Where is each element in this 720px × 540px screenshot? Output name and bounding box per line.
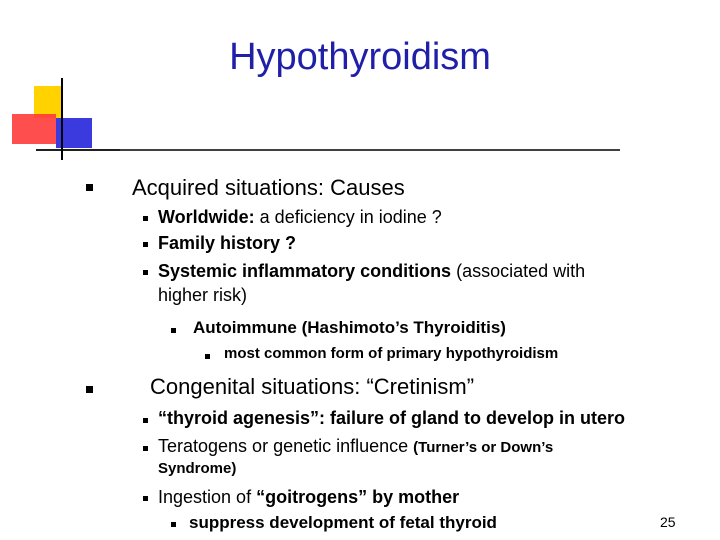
bullet-marker xyxy=(171,522,176,527)
bullet-marker xyxy=(143,418,148,423)
page-title: Hypothyroidism xyxy=(229,36,491,78)
congenital-heading: Congenital situations: “Cretinism” xyxy=(150,374,475,399)
list-item-worldwide: Worldwide: a deficiency in iodine ? xyxy=(158,207,442,227)
deco-yellow-square xyxy=(34,86,62,118)
decorative-corner-graphic xyxy=(0,0,120,170)
bullet-marker xyxy=(143,496,148,501)
bullet-marker xyxy=(143,446,148,451)
list-item-suppress: suppress development of fetal thyroid xyxy=(189,513,497,532)
list-item-systemic-continued: higher risk) xyxy=(158,285,248,305)
list-item-agenesis: “thyroid agenesis”: failure of gland to develop in utero xyxy=(158,408,626,428)
bullet-marker xyxy=(86,184,93,191)
list-item-most-common: most common form of primary hypothyroidism xyxy=(224,345,559,362)
bullet-marker xyxy=(171,328,176,333)
page-number: 25 xyxy=(660,514,676,530)
list-item-systemic: Systemic inflammatory conditions (associated with xyxy=(158,261,586,281)
bullet-marker xyxy=(143,216,148,221)
list-item-autoimmune: Autoimmune (Hashimoto’s Thyroiditis) xyxy=(193,318,506,337)
bullet-marker xyxy=(86,386,93,393)
acquired-heading: Acquired situations: Causes xyxy=(132,175,405,200)
list-item-family-history: Family history ? xyxy=(158,233,297,253)
deco-red-square xyxy=(12,114,56,144)
bullet-marker xyxy=(143,270,148,275)
list-item-teratogens: Teratogens or genetic influence (Turner’s or Down’s xyxy=(158,436,554,456)
bullet-marker xyxy=(143,242,148,247)
bullet-marker xyxy=(205,354,210,359)
list-item-teratogens-continued: Syndrome) xyxy=(158,460,237,477)
list-item-goitrogens: Ingestion of “goitrogens” by mother xyxy=(158,487,460,507)
